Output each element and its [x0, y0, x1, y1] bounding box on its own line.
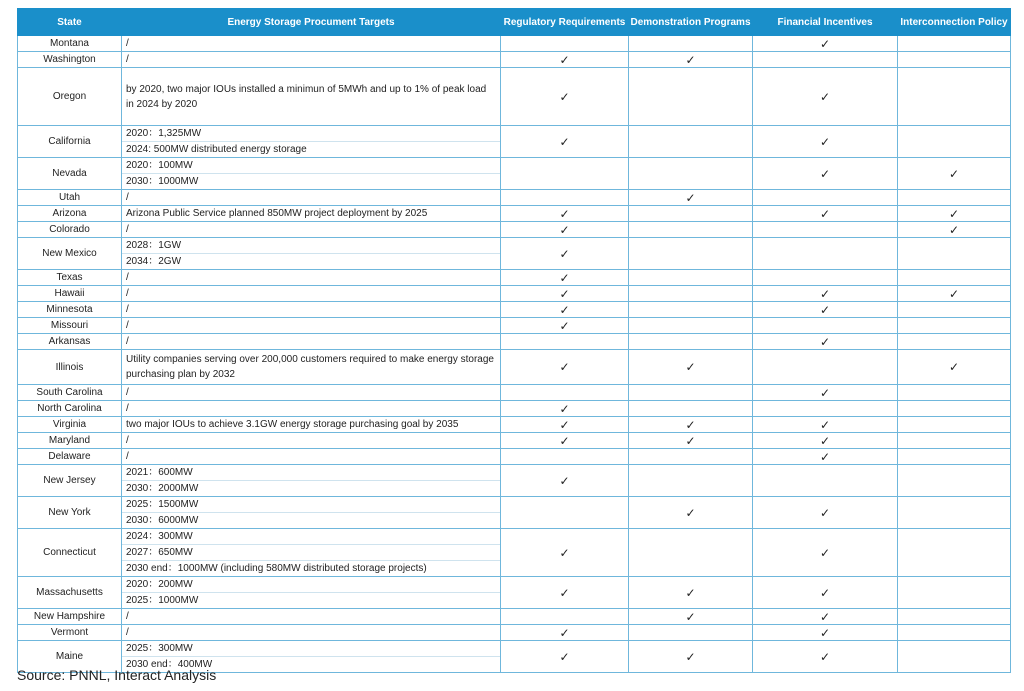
state-cell: Colorado	[18, 222, 122, 238]
financial-cell	[753, 68, 898, 126]
target-line: 2030 end：1000MW (including 580MW distributed storage projects)	[122, 560, 500, 576]
state-cell: Texas	[18, 270, 122, 286]
target-line: 2021：600MW	[126, 467, 193, 478]
regulatory-cell	[501, 270, 629, 286]
checkmark-icon: ✓	[559, 585, 570, 600]
state-cell: Minnesota	[18, 302, 122, 318]
checkmark-icon: ✓	[559, 360, 570, 374]
target-cell	[122, 52, 501, 68]
demonstration-cell	[629, 318, 753, 334]
target-line: 2030：1000MW	[122, 173, 500, 189]
interconnection-cell	[898, 318, 1011, 334]
table-row	[18, 302, 1011, 318]
checkmark-icon: ✓	[685, 417, 696, 432]
regulatory-cell	[501, 497, 629, 529]
financial-cell	[753, 449, 898, 465]
table-row	[18, 270, 1011, 286]
checkmark-icon: ✓	[819, 166, 831, 181]
checkmark-icon: ✓	[819, 417, 831, 432]
state-cell: South Carolina	[18, 385, 122, 401]
checkmark-icon: ✓	[948, 360, 960, 374]
demonstration-cell	[629, 350, 753, 385]
state-cell: Vermont	[18, 625, 122, 641]
regulatory-cell	[501, 190, 629, 206]
interconnection-cell	[898, 417, 1011, 433]
header-state: State	[18, 9, 122, 36]
demonstration-cell	[629, 433, 753, 449]
checkmark-icon: ✓	[685, 190, 696, 205]
financial-cell	[753, 350, 898, 385]
target-cell	[122, 417, 501, 433]
demonstration-cell	[629, 158, 753, 190]
checkmark-icon: ✓	[559, 134, 570, 149]
interconnection-cell	[898, 529, 1011, 577]
table-row	[18, 465, 1011, 497]
regulatory-cell	[501, 238, 629, 270]
checkmark-icon: ✓	[685, 433, 696, 448]
checkmark-icon: ✓	[559, 649, 570, 664]
regulatory-cell	[501, 126, 629, 158]
financial-cell	[753, 433, 898, 449]
target-line: /	[126, 224, 129, 235]
interconnection-cell	[898, 350, 1011, 385]
regulatory-cell	[501, 465, 629, 497]
table-row	[18, 529, 1011, 577]
interconnection-cell	[898, 302, 1011, 318]
target-cell	[122, 449, 501, 465]
state-cell: Maryland	[18, 433, 122, 449]
regulatory-cell	[501, 577, 629, 609]
table-row	[18, 222, 1011, 238]
target-line: 2020：100MW	[126, 160, 193, 171]
table-row	[18, 68, 1011, 126]
financial-cell	[753, 625, 898, 641]
checkmark-icon: ✓	[559, 222, 570, 237]
interconnection-cell	[898, 401, 1011, 417]
demonstration-cell	[629, 334, 753, 350]
financial-cell	[753, 126, 898, 158]
table-row	[18, 36, 1011, 52]
state-cell: Missouri	[18, 318, 122, 334]
checkmark-icon: ✓	[819, 625, 831, 640]
target-cell	[122, 158, 501, 190]
state-cell: Virginia	[18, 417, 122, 433]
checkmark-icon: ✓	[819, 334, 831, 349]
header-financial: Financial Incentives	[753, 9, 898, 36]
regulatory-cell	[501, 385, 629, 401]
target-line: /	[126, 336, 129, 347]
demonstration-cell	[629, 302, 753, 318]
target-line: Arizona Public Service planned 850MW project deployment by 2025	[126, 208, 428, 219]
checkmark-icon: ✓	[559, 545, 570, 560]
target-cell	[122, 68, 501, 126]
state-cell: Utah	[18, 190, 122, 206]
state-cell: Massachusetts	[18, 577, 122, 609]
demonstration-cell	[629, 190, 753, 206]
demonstration-cell	[629, 401, 753, 417]
checkmark-icon: ✓	[819, 385, 831, 400]
target-cell	[122, 270, 501, 286]
target-line: /	[126, 320, 129, 331]
checkmark-icon: ✓	[685, 649, 696, 664]
target-line: /	[126, 627, 129, 638]
financial-cell	[753, 529, 898, 577]
regulatory-cell	[501, 334, 629, 350]
table-row	[18, 401, 1011, 417]
header-demonstration: Demonstration Programs	[629, 9, 753, 36]
state-cell: Nevada	[18, 158, 122, 190]
state-cell: Delaware	[18, 449, 122, 465]
checkmark-icon: ✓	[685, 360, 696, 374]
target-line: 2024：300MW	[126, 531, 193, 542]
target-cell	[122, 609, 501, 625]
checkmark-icon: ✓	[819, 433, 831, 448]
checkmark-icon: ✓	[819, 36, 831, 51]
demonstration-cell	[629, 609, 753, 625]
demonstration-cell	[629, 641, 753, 673]
interconnection-cell	[898, 449, 1011, 465]
state-cell: New Jersey	[18, 465, 122, 497]
target-text: Utility companies serving over 200,000 customers required to make energy storage purchasing plan by 2032	[126, 354, 494, 380]
checkmark-icon: ✓	[948, 286, 960, 301]
checkmark-icon: ✓	[819, 609, 831, 624]
demonstration-cell	[629, 52, 753, 68]
checkmark-icon: ✓	[819, 134, 831, 149]
demonstration-cell	[629, 68, 753, 126]
regulatory-cell	[501, 36, 629, 52]
financial-cell	[753, 465, 898, 497]
financial-cell	[753, 222, 898, 238]
interconnection-cell	[898, 641, 1011, 673]
target-line: 2030：6000MW	[122, 512, 500, 528]
demonstration-cell	[629, 625, 753, 641]
table-row	[18, 577, 1011, 609]
target-cell	[122, 577, 501, 609]
table-row	[18, 449, 1011, 465]
checkmark-icon: ✓	[948, 206, 960, 221]
checkmark-icon: ✓	[948, 166, 960, 181]
regulatory-cell	[501, 433, 629, 449]
target-line: /	[126, 611, 129, 622]
state-cell: Washington	[18, 52, 122, 68]
financial-cell	[753, 286, 898, 302]
target-cell	[122, 222, 501, 238]
demonstration-cell	[629, 497, 753, 529]
regulatory-cell	[501, 449, 629, 465]
target-cell	[122, 385, 501, 401]
regulatory-cell	[501, 158, 629, 190]
target-cell	[122, 36, 501, 52]
target-line: 2020：1,325MW	[126, 128, 202, 139]
target-line: /	[126, 403, 129, 414]
interconnection-cell	[898, 36, 1011, 52]
regulatory-cell	[501, 302, 629, 318]
checkmark-icon: ✓	[819, 649, 831, 664]
header-row	[18, 9, 1011, 36]
state-cell: New Hampshire	[18, 609, 122, 625]
table-row	[18, 126, 1011, 158]
table-row	[18, 497, 1011, 529]
checkmark-icon: ✓	[685, 585, 696, 600]
checkmark-icon: ✓	[819, 505, 831, 520]
checkmark-icon: ✓	[819, 286, 831, 301]
checkmark-icon: ✓	[559, 625, 570, 640]
state-cell: Illinois	[18, 350, 122, 385]
financial-cell	[753, 401, 898, 417]
regulatory-cell	[501, 609, 629, 625]
checkmark-icon: ✓	[559, 433, 570, 448]
target-cell	[122, 497, 501, 529]
target-cell	[122, 238, 501, 270]
target-line: 2020：200MW	[126, 579, 193, 590]
table-row	[18, 190, 1011, 206]
target-cell	[122, 334, 501, 350]
demonstration-cell	[629, 286, 753, 302]
interconnection-cell	[898, 385, 1011, 401]
table-row	[18, 206, 1011, 222]
regulatory-cell	[501, 417, 629, 433]
target-line: 2034：2GW	[122, 253, 500, 269]
target-cell	[122, 302, 501, 318]
checkmark-icon: ✓	[559, 89, 570, 104]
table-row	[18, 625, 1011, 641]
checkmark-icon: ✓	[559, 206, 570, 221]
table-row	[18, 52, 1011, 68]
header-interconnection: Interconnection Policy	[898, 9, 1011, 36]
demonstration-cell	[629, 238, 753, 270]
regulatory-cell	[501, 318, 629, 334]
financial-cell	[753, 270, 898, 286]
checkmark-icon: ✓	[819, 585, 831, 600]
interconnection-cell	[898, 334, 1011, 350]
state-cell: Montana	[18, 36, 122, 52]
state-cell: New York	[18, 497, 122, 529]
checkmark-icon: ✓	[559, 246, 570, 261]
financial-cell	[753, 158, 898, 190]
demonstration-cell	[629, 126, 753, 158]
financial-cell	[753, 318, 898, 334]
checkmark-icon: ✓	[819, 302, 831, 317]
financial-cell	[753, 641, 898, 673]
interconnection-cell	[898, 190, 1011, 206]
source-note: Source: PNNL, Interact Analysis	[17, 667, 217, 683]
target-line: /	[126, 272, 129, 283]
table-row	[18, 385, 1011, 401]
checkmark-icon: ✓	[685, 52, 696, 67]
target-line: 2025：300MW	[126, 643, 193, 654]
table-row	[18, 318, 1011, 334]
interconnection-cell	[898, 577, 1011, 609]
regulatory-cell	[501, 68, 629, 126]
checkmark-icon: ✓	[819, 206, 831, 221]
regulatory-cell	[501, 52, 629, 68]
checkmark-icon: ✓	[559, 401, 570, 416]
checkmark-icon: ✓	[819, 545, 831, 560]
financial-cell	[753, 497, 898, 529]
checkmark-icon: ✓	[559, 270, 570, 285]
interconnection-cell	[898, 270, 1011, 286]
financial-cell	[753, 577, 898, 609]
financial-cell	[753, 385, 898, 401]
demonstration-cell	[629, 577, 753, 609]
target-line: 2025：1500MW	[126, 499, 199, 510]
interconnection-cell	[898, 158, 1011, 190]
table-row	[18, 238, 1011, 270]
target-line: 2025：1000MW	[122, 592, 500, 608]
target-line: /	[126, 435, 129, 446]
demonstration-cell	[629, 529, 753, 577]
target-cell	[122, 625, 501, 641]
checkmark-icon: ✓	[685, 609, 696, 624]
financial-cell	[753, 190, 898, 206]
target-line: /	[126, 38, 129, 49]
target-cell	[122, 190, 501, 206]
target-cell	[122, 529, 501, 577]
state-cell: North Carolina	[18, 401, 122, 417]
interconnection-cell	[898, 238, 1011, 270]
target-line: /	[126, 54, 129, 65]
financial-cell	[753, 52, 898, 68]
checkmark-icon: ✓	[685, 505, 696, 520]
regulatory-cell	[501, 206, 629, 222]
target-text: by 2020, two major IOUs installed a minimun of 5MWh and up to 1% of peak load in 2024 by 2020	[126, 83, 487, 110]
target-line: /	[126, 387, 129, 398]
demonstration-cell	[629, 270, 753, 286]
target-line: 2030 end：400MW	[122, 656, 500, 672]
header-targets: Energy Storage Procument Targets	[122, 9, 501, 36]
demonstration-cell	[629, 465, 753, 497]
target-line: 2028：1GW	[126, 240, 182, 251]
interconnection-cell	[898, 206, 1011, 222]
financial-cell	[753, 609, 898, 625]
state-cell: Arkansas	[18, 334, 122, 350]
target-line: /	[126, 451, 129, 462]
state-cell: California	[18, 126, 122, 158]
interconnection-cell	[898, 497, 1011, 529]
demonstration-cell	[629, 449, 753, 465]
interconnection-cell	[898, 222, 1011, 238]
table-body	[18, 36, 1011, 673]
target-cell	[122, 126, 501, 158]
target-cell	[122, 206, 501, 222]
demonstration-cell	[629, 385, 753, 401]
state-cell: Maine	[18, 641, 122, 673]
regulatory-cell	[501, 625, 629, 641]
demonstration-cell	[629, 206, 753, 222]
checkmark-icon: ✓	[948, 222, 960, 237]
state-cell: Hawaii	[18, 286, 122, 302]
energy-storage-policy-table	[17, 8, 1011, 673]
interconnection-cell	[898, 126, 1011, 158]
financial-cell	[753, 36, 898, 52]
target-cell	[122, 286, 501, 302]
target-line: 2027：650MW	[122, 544, 500, 560]
target-line: /	[126, 288, 129, 299]
demonstration-cell	[629, 417, 753, 433]
regulatory-cell	[501, 222, 629, 238]
regulatory-cell	[501, 641, 629, 673]
interconnection-cell	[898, 68, 1011, 126]
target-line: /	[126, 192, 129, 203]
target-line: 2024: 500MW distributed energy storage	[122, 141, 500, 157]
interconnection-cell	[898, 609, 1011, 625]
table-row	[18, 609, 1011, 625]
target-line: two major IOUs to achieve 3.1GW energy storage purchasing goal by 2035	[126, 419, 459, 430]
regulatory-cell	[501, 286, 629, 302]
checkmark-icon: ✓	[559, 417, 570, 432]
checkmark-icon: ✓	[819, 89, 831, 104]
checkmark-icon: ✓	[819, 449, 831, 464]
header-regulatory: Regulatory Requirements	[501, 9, 629, 36]
target-cell	[122, 433, 501, 449]
state-cell: Connecticut	[18, 529, 122, 577]
target-cell	[122, 318, 501, 334]
checkmark-icon: ✓	[559, 52, 570, 67]
target-line: 2030：2000MW	[122, 480, 500, 496]
interconnection-cell	[898, 465, 1011, 497]
financial-cell	[753, 334, 898, 350]
regulatory-cell	[501, 350, 629, 385]
financial-cell	[753, 417, 898, 433]
financial-cell	[753, 206, 898, 222]
target-cell	[122, 350, 501, 385]
state-cell: Oregon	[18, 68, 122, 126]
interconnection-cell	[898, 52, 1011, 68]
regulatory-cell	[501, 529, 629, 577]
checkmark-icon: ✓	[559, 318, 570, 333]
financial-cell	[753, 238, 898, 270]
table-row	[18, 158, 1011, 190]
interconnection-cell	[898, 433, 1011, 449]
state-cell: Arizona	[18, 206, 122, 222]
checkmark-icon: ✓	[559, 302, 570, 317]
table-row	[18, 334, 1011, 350]
table-row	[18, 433, 1011, 449]
interconnection-cell	[898, 625, 1011, 641]
target-cell	[122, 465, 501, 497]
checkmark-icon: ✓	[559, 473, 570, 488]
table-row	[18, 417, 1011, 433]
checkmark-icon: ✓	[559, 286, 570, 301]
table-row	[18, 286, 1011, 302]
target-cell	[122, 401, 501, 417]
regulatory-cell	[501, 401, 629, 417]
demonstration-cell	[629, 36, 753, 52]
table-row	[18, 350, 1011, 385]
demonstration-cell	[629, 222, 753, 238]
financial-cell	[753, 302, 898, 318]
state-cell: New Mexico	[18, 238, 122, 270]
target-line: /	[126, 304, 129, 315]
interconnection-cell	[898, 286, 1011, 302]
